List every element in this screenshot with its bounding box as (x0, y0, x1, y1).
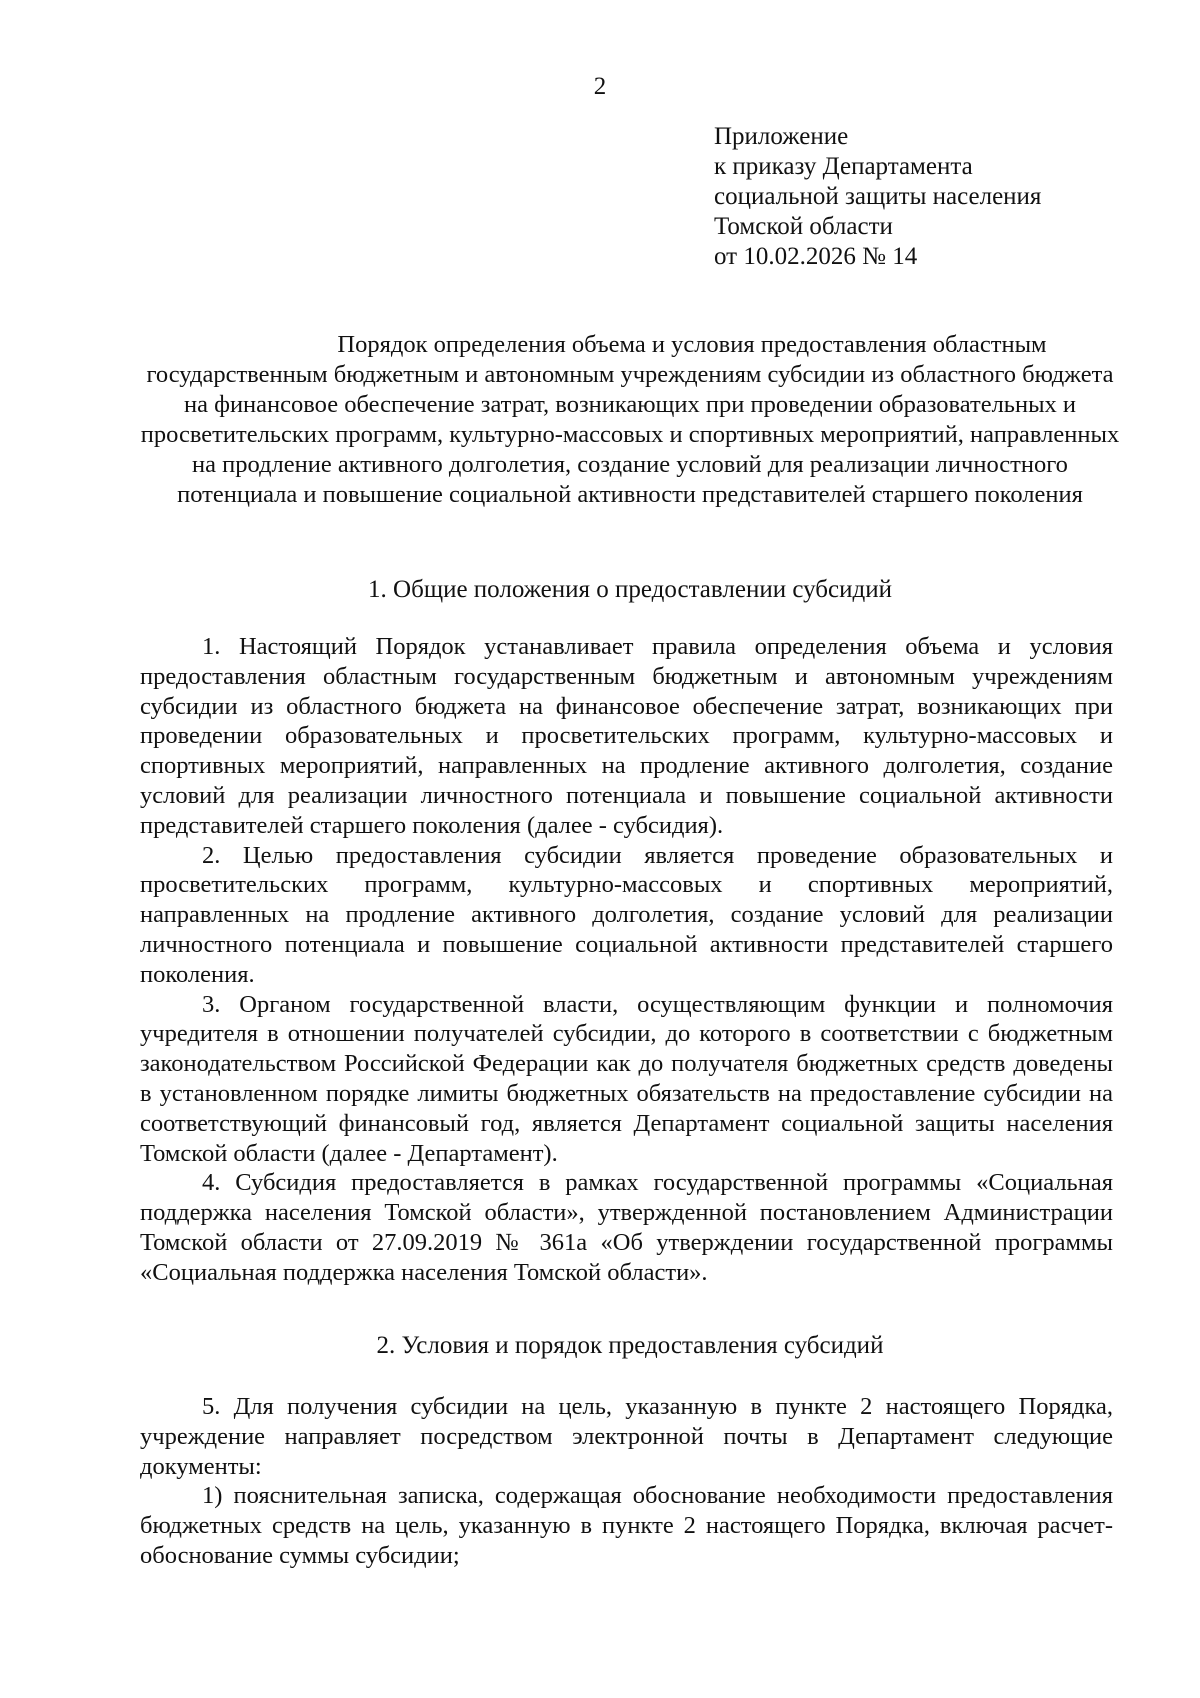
document-title (140, 330, 1120, 510)
paragraph-5: 5. Для получения субсидии на цель, указанную в пункте 2 настоящего Порядка, учреждение направляет посредством электронной почты в Департамент следующие документы: (140, 1393, 1113, 1480)
paragraph-1: 1. Настоящий Порядок устанавливает правила определения объема и условия предоставления областным государственным бюджетным и автономным учреждениям субсидии из областного бюджета на финансовое обеспечение затрат, возникающих при проведении образовательных и просветительских программ, культурно-массовых и спортивных мероприятий, направленных на продление активного долголетия, создание условий для реализации личностного потенциала и повышение социальной активности представителей старшего поколения (далее - субсидия). (140, 633, 1113, 839)
appendix-line: социальной защиты населения (714, 183, 1042, 210)
section-1-heading: 1. Общие положения о предоставлении субсидий (368, 576, 892, 603)
paragraph-5-item-1: 1) пояснительная записка, содержащая обоснование необходимости предоставления бюджетных средств на цель, указанную в пункте 2 настоящего Порядка, включая расчет-обоснование суммы субсидии; (140, 1482, 1113, 1569)
paragraph-4: 4. Субсидия предоставляется в рамках государственной программы «Социальная поддержка населения Томской области», утвержденной постановлением Администрации Томской области от 27.09.2019 № 361а «Об утверждении государственной программы «Социальная поддержка населения Томской области». (140, 1169, 1113, 1286)
section-2-heading: 2. Условия и порядок предоставления субсидий (376, 1332, 884, 1359)
paragraph-3: 3. Органом государственной власти, осуществляющим функции и полномочия учредителя в отношении получателей субсидии, до которого в соответствии с бюджетным законодательством Российской Федерации как до получателя бюджетных средств доведены в установленном порядке лимиты бюджетных обязательств на предоставление субсидии на соответствующий финансовый год, является Департамент социальной защиты населения Томской области (далее - Департамент). (140, 990, 1113, 1167)
page-number: 2 (593, 73, 607, 100)
document-title-text: Порядок определения объема и условия предоставления областным государственным бюджетным и автономным учреждениям субсидии из областного бюджета на финансовое обеспечение затрат, возникающих при проведении образовательных и просветительских программ, культурно-массовых и спортивных мероприятий, направленных на продление активного долголетия, создание условий для реализации личностного потенциала и повышение социальной активности представителей старшего поколения (140, 331, 1120, 508)
appendix-line: к приказу Департамента (714, 153, 973, 180)
section-1-body (140, 632, 1113, 1288)
appendix-block (714, 122, 1184, 272)
appendix-line: Томской области (714, 213, 893, 240)
paragraph-2: 2. Целью предоставления субсидии является проведение образовательных и просветительских программ, культурно-массовых и спортивных мероприятий, направленных на продление активного долголетия, создание условий для реализации личностного потенциала и повышение социальной активности представителей старшего поколения. (140, 841, 1113, 988)
appendix-date-number: от 10.02.2026 № 14 (714, 243, 918, 270)
appendix-line: Приложение (714, 123, 849, 150)
section-2-body (140, 1392, 1113, 1571)
